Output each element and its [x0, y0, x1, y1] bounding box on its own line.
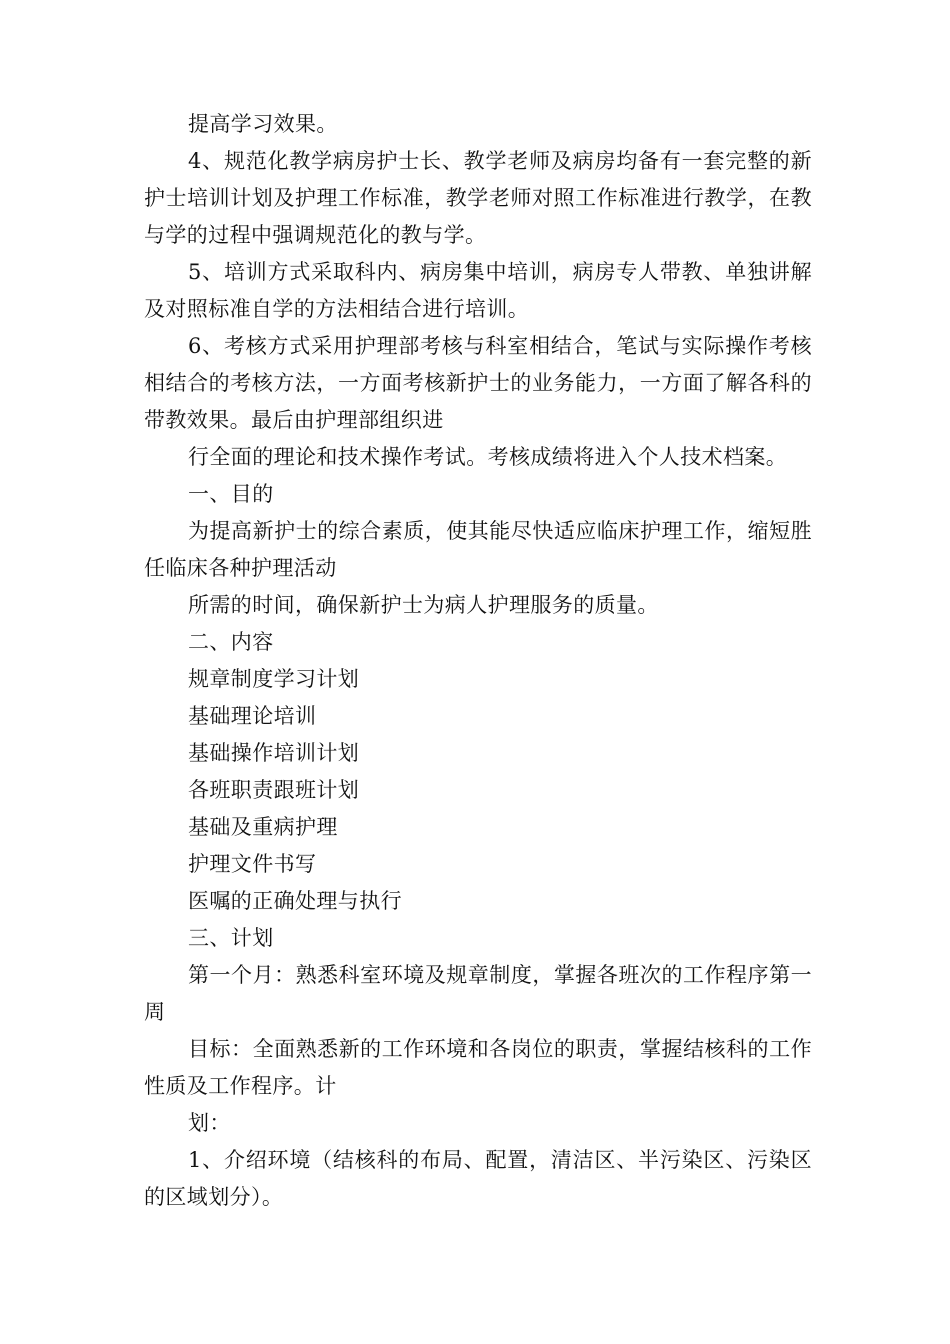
content-item-7: 医嘱的正确处理与执行	[188, 889, 402, 913]
content-item-1: 规章制度学习计划	[188, 667, 360, 691]
paragraph-4: 6、考核方式采用护理部考核与科室相结合，笔试与实际操作考核相结合的考核方法，一方面考核新护士的业务能力，一方面了解各科的带教效果。最后由护理部组织进	[144, 334, 812, 432]
content-item-5: 基础及重病护理	[188, 815, 338, 839]
section-heading-content: 二、内容	[188, 630, 274, 654]
section-heading-plan: 三、计划	[188, 926, 274, 950]
document-body	[144, 106, 812, 1216]
paragraph-18: 第一个月：熟悉科室环境及规章制度，掌握各班次的工作程序第一周	[144, 963, 812, 1024]
paragraph-20: 划：	[188, 1111, 231, 1135]
paragraph-5: 行全面的理论和技术操作考试。考核成绩将进入个人技术档案。	[188, 445, 788, 469]
paragraph-2: 4、规范化教学病房护士长、教学老师及病房均备有一套完整的新护士培训计划及护理工作标准，教学老师对照工作标准进行教学，在教与学的过程中强调规范化的教与学。	[144, 149, 812, 247]
paragraph-3: 5、培训方式采取科内、病房集中培训，病房专人带教、单独讲解及对照标准自学的方法相结合进行培训。	[144, 260, 812, 321]
content-item-3: 基础操作培训计划	[188, 741, 360, 765]
content-item-2: 基础理论培训	[188, 704, 317, 728]
paragraph-7: 为提高新护士的综合素质，使其能尽快适应临床护理工作，缩短胜任临床各种护理活动	[144, 519, 812, 580]
paragraph-21: 1、介绍环境（结核科的布局、配置，清洁区、半污染区、污染区的区域划分）。	[144, 1148, 812, 1209]
content-item-6: 护理文件书写	[188, 852, 317, 876]
content-item-4: 各班职责跟班计划	[188, 778, 360, 802]
paragraph-8: 所需的时间，确保新护士为病人护理服务的质量。	[188, 593, 659, 617]
section-heading-purpose: 一、目的	[188, 482, 274, 506]
paragraph-19: 目标：全面熟悉新的工作环境和各岗位的职责，掌握结核科的工作性质及工作程序。计	[144, 1037, 812, 1098]
paragraph-1: 提高学习效果。	[188, 112, 338, 136]
